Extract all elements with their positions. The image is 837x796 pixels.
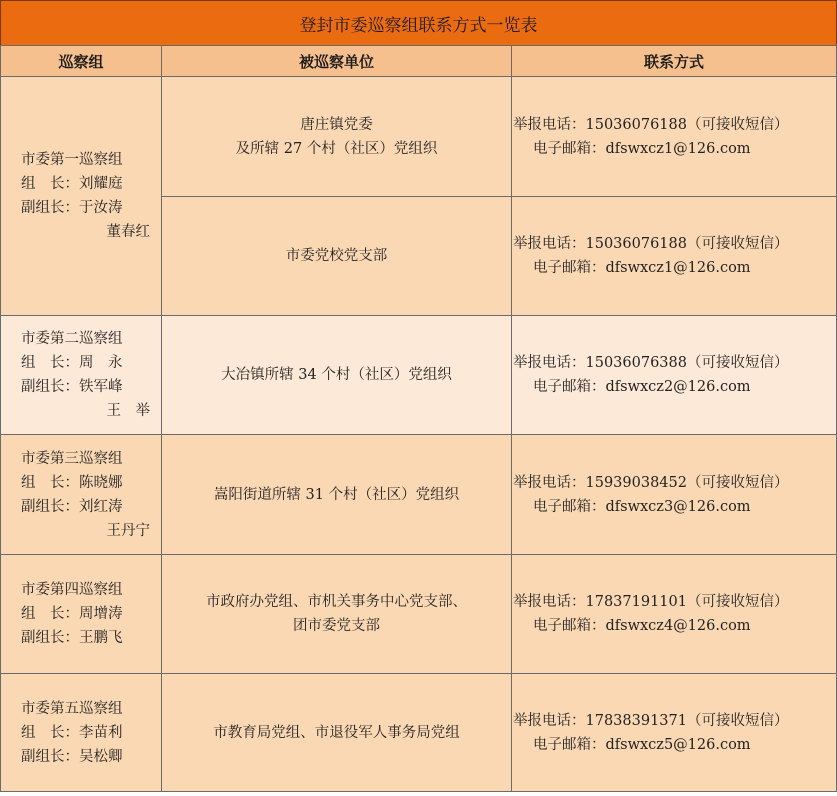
unit-line-1: 市委党校党支部 — [285, 248, 388, 264]
group-leader: 组 长：陈晓娜 — [21, 474, 123, 491]
group-deputy: 副组长：王鹏飞 — [21, 630, 123, 646]
group-name: 市委第四巡察组 — [21, 582, 123, 598]
report-phone: 举报电话：17838391371（可接收短信） — [513, 712, 789, 729]
group-cell — [1, 555, 162, 674]
unit-line-1: 嵩阳街道所辖 31 个村（社区）党组织 — [213, 486, 460, 503]
unit-cell — [162, 555, 512, 674]
table-row — [1, 674, 837, 792]
report-email: 电子邮箱：dfswxcz1@126.com — [533, 140, 751, 157]
header-contact: 联系方式 — [512, 46, 837, 77]
contact-cell — [512, 77, 837, 197]
report-phone: 举报电话：15939038452（可接收短信） — [513, 474, 789, 491]
report-email: 电子邮箱：dfswxcz5@126.com — [533, 736, 751, 753]
group-deputy: 副组长：铁军峰 — [21, 379, 123, 395]
unit-cell — [162, 674, 512, 792]
report-phone: 举报电话：15036076388（可接收短信） — [513, 355, 789, 371]
contact-cell — [512, 555, 837, 674]
group-cell — [1, 77, 162, 316]
contact-cell — [512, 674, 837, 792]
report-email: 电子邮箱：dfswxcz3@126.com — [533, 498, 751, 515]
group-name: 市委第三巡察组 — [21, 450, 123, 467]
group-name: 市委第二巡察组 — [21, 331, 123, 347]
group-leader: 组 长：刘耀庭 — [21, 176, 123, 192]
report-email: 电子邮箱：dfswxcz1@126.com — [533, 260, 751, 276]
group-deputy: 副组长：于汝涛 — [21, 200, 123, 216]
group-leader: 组 长：李苗利 — [21, 724, 123, 741]
group-leader: 组 长：周增涛 — [21, 606, 123, 622]
contact-cell — [512, 435, 837, 555]
table-row — [1, 316, 837, 435]
report-phone: 举报电话：15036076188（可接收短信） — [513, 236, 789, 252]
table-title: 登封市委巡察组联系方式一览表 — [0, 0, 837, 46]
table-row — [1, 77, 837, 197]
header-group: 巡察组 — [1, 46, 162, 77]
report-phone: 举报电话：15036076188（可接收短信） — [513, 116, 789, 133]
unit-line-2: 及所辖 27 个村（社区）党组织 — [235, 140, 438, 157]
unit-cell — [162, 435, 512, 555]
table-row — [1, 555, 837, 674]
unit-line-1: 唐庄镇党委 — [300, 116, 373, 133]
group-leader: 组 长：周 永 — [21, 355, 123, 371]
table-row — [1, 435, 837, 555]
unit-cell — [162, 197, 512, 316]
group-cell — [1, 316, 162, 435]
unit-cell — [162, 77, 512, 197]
group-name: 市委第一巡察组 — [21, 152, 123, 168]
report-phone: 举报电话：17837191101（可接收短信） — [513, 594, 789, 610]
group-name: 市委第五巡察组 — [21, 700, 123, 717]
contact-cell — [512, 316, 837, 435]
group-deputy: 副组长：刘红涛 — [21, 498, 123, 515]
unit-line-2: 团市委党支部 — [293, 618, 380, 634]
report-email: 电子邮箱：dfswxcz2@126.com — [533, 379, 751, 395]
unit-cell — [162, 316, 512, 435]
header-unit: 被巡察单位 — [162, 46, 512, 77]
group-deputy-2: 王丹宁 — [106, 522, 150, 539]
group-cell — [1, 674, 162, 792]
report-email: 电子邮箱：dfswxcz4@126.com — [533, 618, 751, 634]
unit-line-1: 市教育局党组、市退役军人事务局党组 — [213, 724, 460, 741]
contact-table — [0, 45, 837, 792]
group-deputy-2: 董春红 — [106, 224, 150, 240]
unit-line-1: 市政府办党组、市机关事务中心党支部、 — [206, 594, 467, 610]
unit-line-1: 大冶镇所辖 34 个村（社区）党组织 — [221, 367, 452, 383]
group-deputy: 副组长：吴松卿 — [21, 748, 123, 765]
group-cell — [1, 435, 162, 555]
group-deputy-2: 王 举 — [106, 403, 150, 419]
contact-cell — [512, 197, 837, 316]
